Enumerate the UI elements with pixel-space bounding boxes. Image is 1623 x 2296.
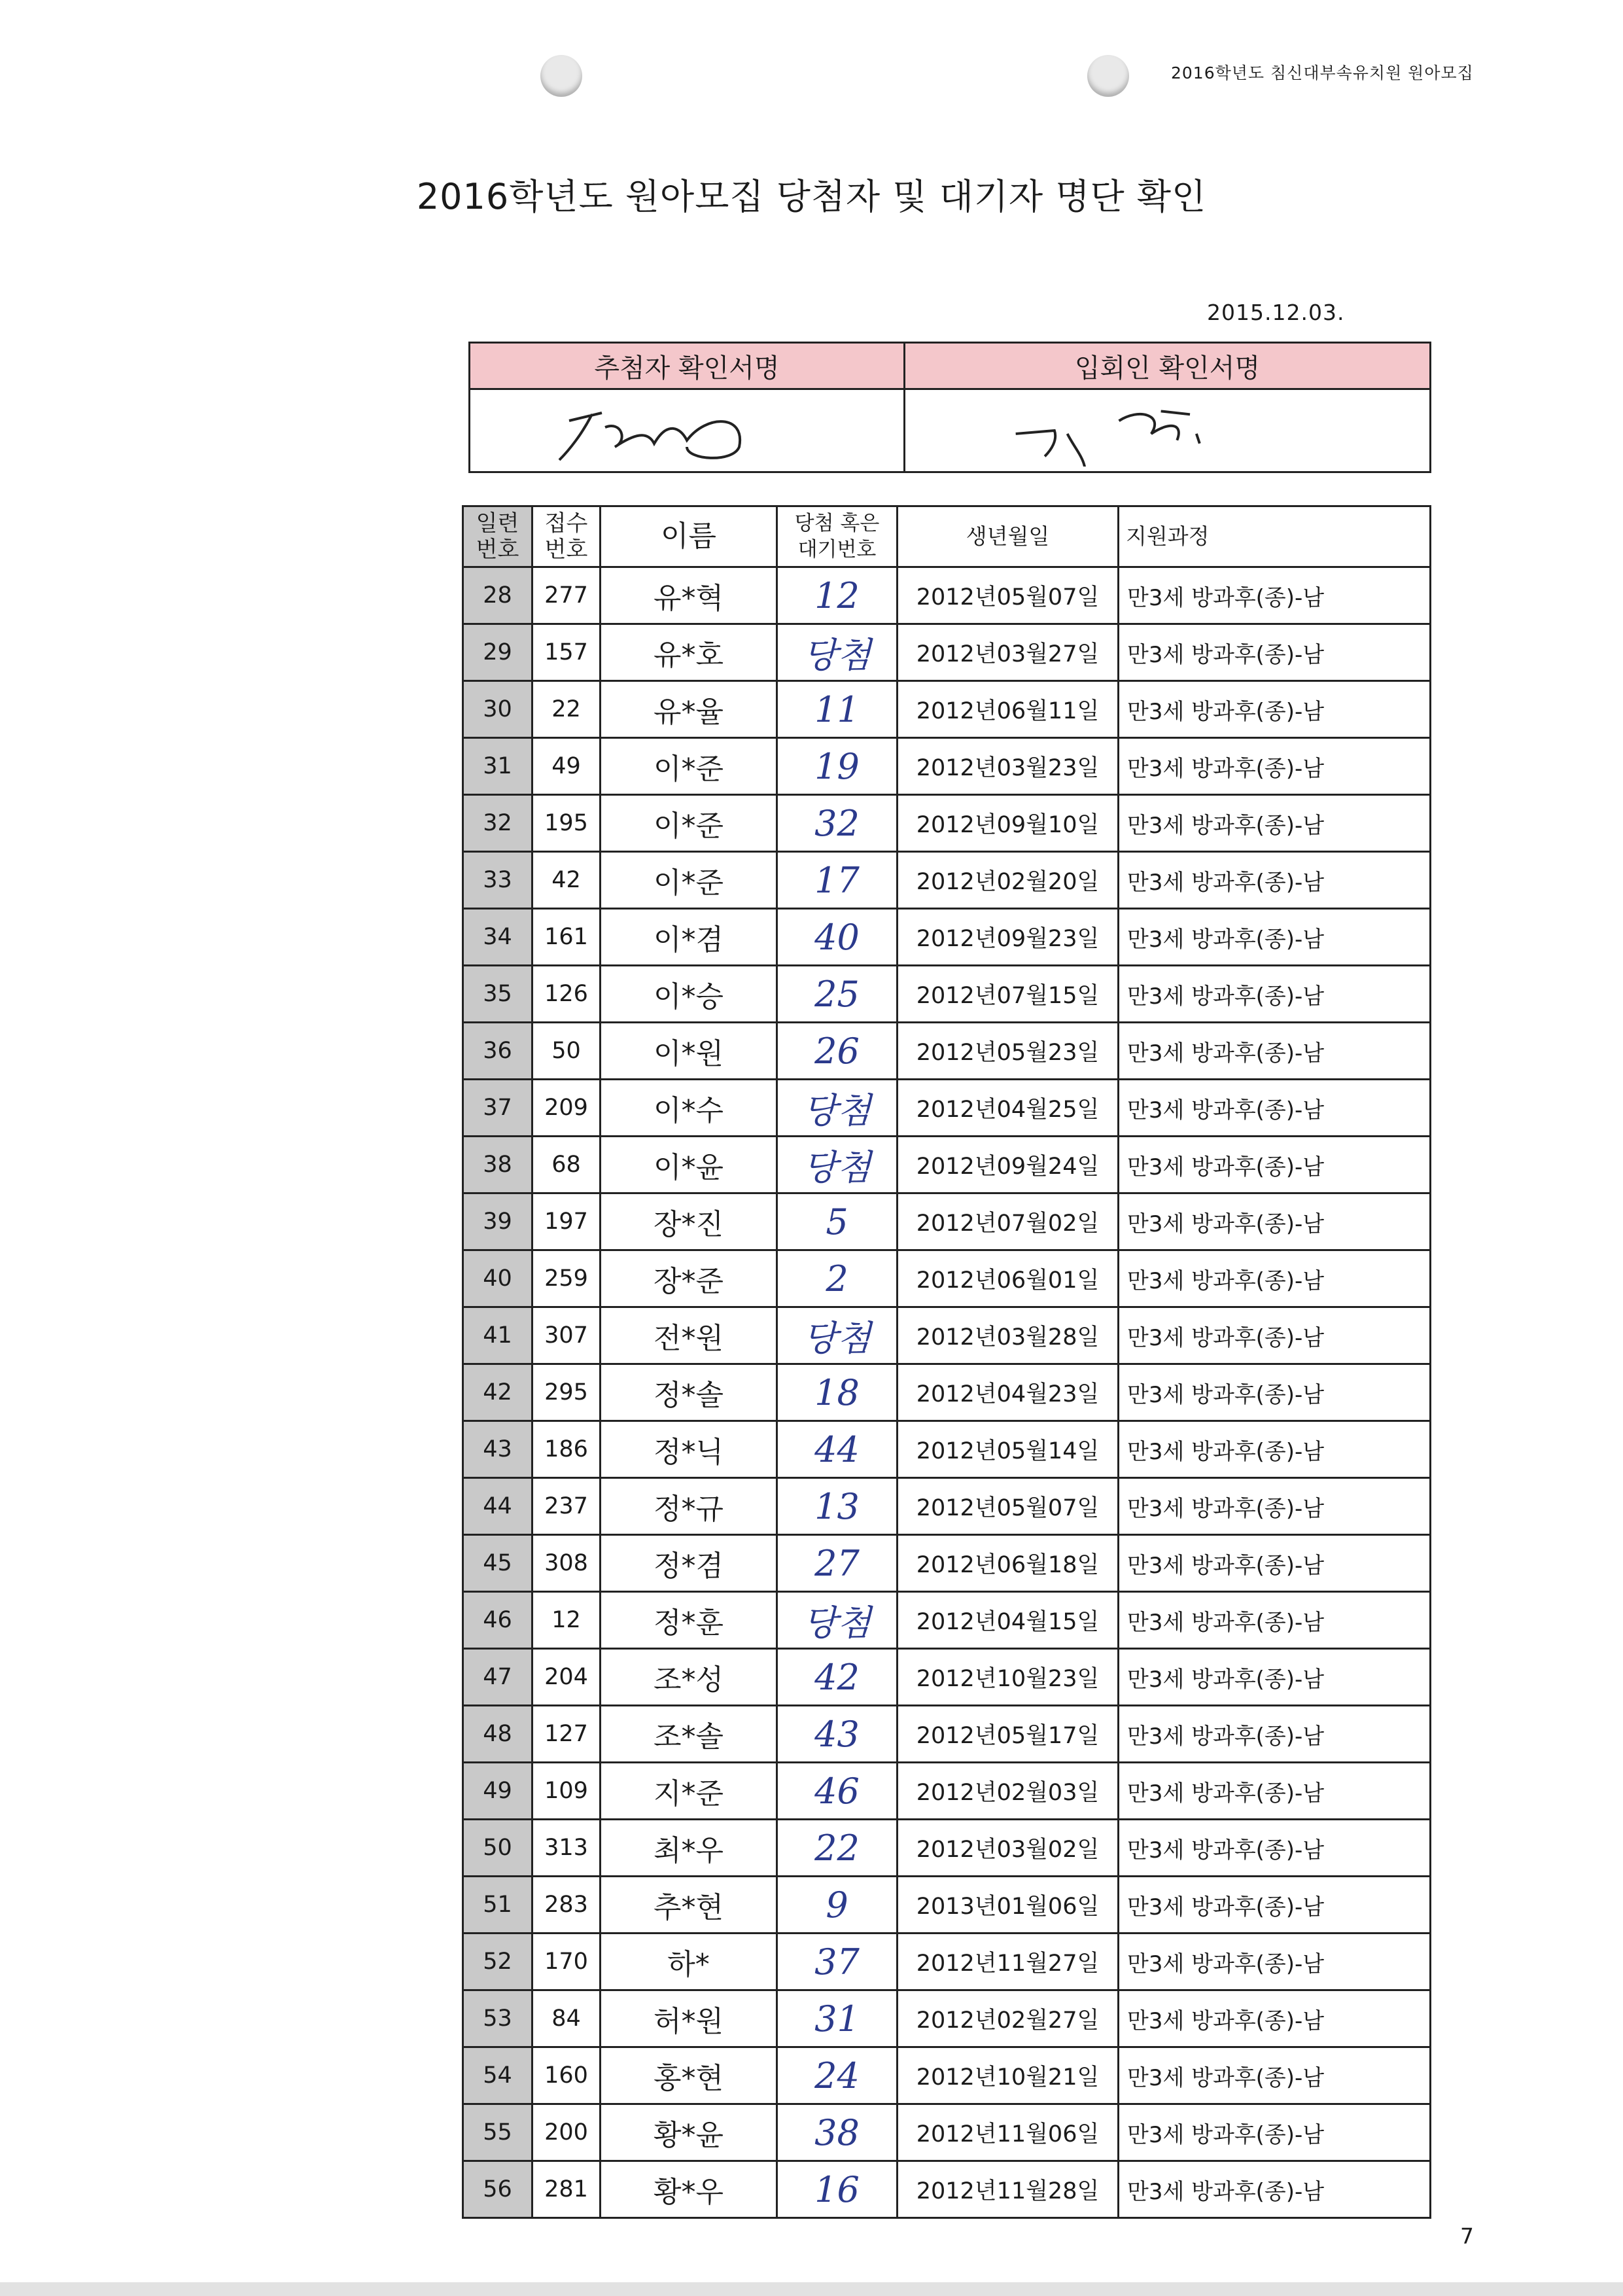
cell-seq: 42 [463, 1364, 532, 1421]
cell-program: 만3세 방과후(종)-남 [1119, 795, 1431, 852]
cell-receipt: 277 [532, 567, 601, 624]
cell-seq: 29 [463, 624, 532, 681]
table-row [463, 1080, 1431, 1137]
cell-seq: 50 [463, 1820, 532, 1877]
cell-status: 5 [777, 1193, 898, 1250]
cell-dob: 2012년02월03일 [898, 1763, 1119, 1820]
page-title: 2016학년도 원아모집 당첨자 및 대기자 명단 확인 [416, 176, 1207, 217]
cell-program: 만3세 방과후(종)-남 [1119, 681, 1431, 738]
table-row [463, 1421, 1431, 1478]
cell-status: 9 [777, 1877, 898, 1934]
table-row [463, 852, 1431, 909]
cell-status: 11 [777, 681, 898, 738]
cell-dob: 2012년06월18일 [898, 1535, 1119, 1592]
cell-seq: 32 [463, 795, 532, 852]
cell-dob: 2012년06월11일 [898, 681, 1119, 738]
punch-hole-right [1087, 55, 1129, 97]
cell-name: 황*윤 [601, 2104, 777, 2161]
cell-status: 26 [777, 1023, 898, 1080]
cell-receipt: 283 [532, 1877, 601, 1934]
cell-seq: 33 [463, 852, 532, 909]
cell-seq: 37 [463, 1080, 532, 1137]
drawer-signature-scribble [471, 395, 903, 467]
cell-status: 31 [777, 1990, 898, 2047]
cell-status: 46 [777, 1763, 898, 1820]
cell-receipt: 313 [532, 1820, 601, 1877]
cell-receipt: 308 [532, 1535, 601, 1592]
table-row [463, 738, 1431, 795]
cell-receipt: 200 [532, 2104, 601, 2161]
cell-name: 이*겸 [601, 909, 777, 966]
cell-receipt: 126 [532, 966, 601, 1023]
cell-receipt: 157 [532, 624, 601, 681]
cell-receipt: 127 [532, 1706, 601, 1763]
cell-name: 이*윤 [601, 1137, 777, 1193]
header-note: 2016학년도 침신대부속유치원 원아모집 [1171, 63, 1474, 82]
drawer-signature [470, 389, 905, 472]
cell-program: 만3세 방과후(종)-남 [1119, 1990, 1431, 2047]
cell-status: 43 [777, 1706, 898, 1763]
cell-name: 정*솔 [601, 1364, 777, 1421]
cell-name: 홍*현 [601, 2047, 777, 2104]
cell-receipt: 12 [532, 1592, 601, 1649]
col-header-program: 지원과정 [1119, 506, 1431, 567]
cell-program: 만3세 방과후(종)-남 [1119, 2161, 1431, 2218]
cell-name: 이*원 [601, 1023, 777, 1080]
cell-receipt: 259 [532, 1250, 601, 1307]
cell-receipt: 186 [532, 1421, 601, 1478]
table-row [463, 1763, 1431, 1820]
cell-dob: 2012년05월14일 [898, 1421, 1119, 1478]
cell-seq: 31 [463, 738, 532, 795]
cell-dob: 2012년03월02일 [898, 1820, 1119, 1877]
cell-name: 정*규 [601, 1478, 777, 1535]
cell-program: 만3세 방과후(종)-남 [1119, 1535, 1431, 1592]
cell-dob: 2012년04월25일 [898, 1080, 1119, 1137]
cell-dob: 2012년09월24일 [898, 1137, 1119, 1193]
cell-name: 장*준 [601, 1250, 777, 1307]
cell-receipt: 204 [532, 1649, 601, 1706]
cell-seq: 41 [463, 1307, 532, 1364]
cell-receipt: 68 [532, 1137, 601, 1193]
cell-status: 2 [777, 1250, 898, 1307]
cell-status: 18 [777, 1364, 898, 1421]
cell-status: 당첨 [777, 1307, 898, 1364]
cell-program: 만3세 방과후(종)-남 [1119, 1706, 1431, 1763]
cell-receipt: 49 [532, 738, 601, 795]
cell-receipt: 109 [532, 1763, 601, 1820]
cell-program: 만3세 방과후(종)-남 [1119, 1364, 1431, 1421]
cell-dob: 2012년11월28일 [898, 2161, 1119, 2218]
table-row [463, 1820, 1431, 1877]
cell-status: 13 [777, 1478, 898, 1535]
table-row [463, 2047, 1431, 2104]
table-row [463, 1877, 1431, 1934]
cell-seq: 53 [463, 1990, 532, 2047]
cell-dob: 2012년05월17일 [898, 1706, 1119, 1763]
table-row [463, 1592, 1431, 1649]
cell-name: 이*준 [601, 852, 777, 909]
cell-dob: 2012년06월01일 [898, 1250, 1119, 1307]
cell-name: 추*현 [601, 1877, 777, 1934]
cell-name: 최*우 [601, 1820, 777, 1877]
cell-status: 37 [777, 1934, 898, 1990]
cell-status: 44 [777, 1421, 898, 1478]
col-header-status: 당첨 혹은 대기번호 [777, 506, 898, 567]
cell-seq: 39 [463, 1193, 532, 1250]
cell-program: 만3세 방과후(종)-남 [1119, 1307, 1431, 1364]
cell-program: 만3세 방과후(종)-남 [1119, 738, 1431, 795]
cell-program: 만3세 방과후(종)-남 [1119, 1592, 1431, 1649]
table-row [463, 1137, 1431, 1193]
cell-name: 정*닉 [601, 1421, 777, 1478]
cell-status: 17 [777, 852, 898, 909]
table-row [463, 567, 1431, 624]
cell-program: 만3세 방과후(종)-남 [1119, 2047, 1431, 2104]
cell-name: 허*원 [601, 1990, 777, 2047]
cell-program: 만3세 방과후(종)-남 [1119, 1877, 1431, 1934]
cell-status: 27 [777, 1535, 898, 1592]
table-row [463, 681, 1431, 738]
cell-name: 정*겸 [601, 1535, 777, 1592]
cell-seq: 51 [463, 1877, 532, 1934]
cell-name: 전*원 [601, 1307, 777, 1364]
cell-dob: 2012년11월27일 [898, 1934, 1119, 1990]
cell-dob: 2012년02월20일 [898, 852, 1119, 909]
cell-dob: 2012년10월21일 [898, 2047, 1119, 2104]
cell-seq: 34 [463, 909, 532, 966]
cell-receipt: 161 [532, 909, 601, 966]
table-row [463, 795, 1431, 852]
cell-name: 지*준 [601, 1763, 777, 1820]
cell-seq: 40 [463, 1250, 532, 1307]
cell-dob: 2012년09월23일 [898, 909, 1119, 966]
cell-receipt: 195 [532, 795, 601, 852]
cell-receipt: 84 [532, 1990, 601, 2047]
cell-receipt: 281 [532, 2161, 601, 2218]
cell-seq: 38 [463, 1137, 532, 1193]
cell-program: 만3세 방과후(종)-남 [1119, 1763, 1431, 1820]
cell-receipt: 42 [532, 852, 601, 909]
witness-signature [905, 389, 1431, 472]
cell-program: 만3세 방과후(종)-남 [1119, 1649, 1431, 1706]
applicant-table [462, 505, 1431, 2219]
witness-sign-label: 입회인 확인서명 [905, 343, 1431, 389]
cell-dob: 2012년07월15일 [898, 966, 1119, 1023]
cell-receipt: 295 [532, 1364, 601, 1421]
cell-name: 유*혁 [601, 567, 777, 624]
witness-signature-scribble [906, 395, 1429, 467]
cell-program: 만3세 방과후(종)-남 [1119, 567, 1431, 624]
cell-program: 만3세 방과후(종)-남 [1119, 1250, 1431, 1307]
cell-name: 이*승 [601, 966, 777, 1023]
table-row [463, 1535, 1431, 1592]
cell-program: 만3세 방과후(종)-남 [1119, 1820, 1431, 1877]
cell-name: 조*성 [601, 1649, 777, 1706]
cell-seq: 30 [463, 681, 532, 738]
cell-dob: 2012년07월02일 [898, 1193, 1119, 1250]
table-row [463, 909, 1431, 966]
cell-status: 당첨 [777, 1080, 898, 1137]
cell-dob: 2012년02월27일 [898, 1990, 1119, 2047]
cell-program: 만3세 방과후(종)-남 [1119, 1478, 1431, 1535]
cell-program: 만3세 방과후(종)-남 [1119, 1137, 1431, 1193]
cell-status: 38 [777, 2104, 898, 2161]
table-row [463, 1193, 1431, 1250]
cell-seq: 28 [463, 567, 532, 624]
col-header-seq: 일련 번호 [463, 506, 532, 567]
cell-name: 유*율 [601, 681, 777, 738]
col-header-name: 이름 [601, 506, 777, 567]
table-row [463, 1023, 1431, 1080]
cell-dob: 2012년03월27일 [898, 624, 1119, 681]
cell-seq: 45 [463, 1535, 532, 1592]
table-row [463, 1478, 1431, 1535]
cell-seq: 35 [463, 966, 532, 1023]
cell-receipt: 307 [532, 1307, 601, 1364]
cell-name: 하* [601, 1934, 777, 1990]
cell-seq: 46 [463, 1592, 532, 1649]
cell-seq: 54 [463, 2047, 532, 2104]
cell-status: 40 [777, 909, 898, 966]
cell-program: 만3세 방과후(종)-남 [1119, 909, 1431, 966]
cell-seq: 44 [463, 1478, 532, 1535]
cell-name: 정*훈 [601, 1592, 777, 1649]
cell-program: 만3세 방과후(종)-남 [1119, 624, 1431, 681]
table-row [463, 1250, 1431, 1307]
table-row [463, 2104, 1431, 2161]
cell-name: 이*준 [601, 738, 777, 795]
cell-status: 당첨 [777, 624, 898, 681]
table-row [463, 1364, 1431, 1421]
punch-hole-left [540, 55, 582, 97]
table-row [463, 2161, 1431, 2218]
cell-program: 만3세 방과후(종)-남 [1119, 1023, 1431, 1080]
cell-seq: 49 [463, 1763, 532, 1820]
drawer-sign-label: 추첨자 확인서명 [470, 343, 905, 389]
cell-receipt: 170 [532, 1934, 601, 1990]
cell-status: 32 [777, 795, 898, 852]
cell-seq: 52 [463, 1934, 532, 1990]
table-row [463, 1307, 1431, 1364]
cell-dob: 2012년05월07일 [898, 567, 1119, 624]
table-row [463, 1934, 1431, 1990]
cell-status: 24 [777, 2047, 898, 2104]
cell-seq: 36 [463, 1023, 532, 1080]
cell-dob: 2012년04월23일 [898, 1364, 1119, 1421]
cell-name: 유*호 [601, 624, 777, 681]
cell-status: 19 [777, 738, 898, 795]
document-date: 2015.12.03. [1207, 300, 1345, 325]
cell-dob: 2013년01월06일 [898, 1877, 1119, 1934]
table-header-row [463, 506, 1431, 567]
cell-name: 이*준 [601, 795, 777, 852]
cell-seq: 43 [463, 1421, 532, 1478]
cell-status: 42 [777, 1649, 898, 1706]
cell-receipt: 22 [532, 681, 601, 738]
scan-edge [0, 2282, 1623, 2296]
cell-name: 황*우 [601, 2161, 777, 2218]
cell-status: 당첨 [777, 1592, 898, 1649]
col-header-receipt: 접수 번호 [532, 506, 601, 567]
signature-table [468, 342, 1431, 473]
cell-status: 12 [777, 567, 898, 624]
cell-seq: 48 [463, 1706, 532, 1763]
cell-dob: 2012년05월23일 [898, 1023, 1119, 1080]
cell-name: 이*수 [601, 1080, 777, 1137]
cell-name: 조*솔 [601, 1706, 777, 1763]
cell-receipt: 237 [532, 1478, 601, 1535]
cell-receipt: 197 [532, 1193, 601, 1250]
cell-program: 만3세 방과후(종)-남 [1119, 1421, 1431, 1478]
cell-dob: 2012년03월23일 [898, 738, 1119, 795]
cell-seq: 55 [463, 2104, 532, 2161]
cell-dob: 2012년05월07일 [898, 1478, 1119, 1535]
cell-receipt: 50 [532, 1023, 601, 1080]
cell-dob: 2012년11월06일 [898, 2104, 1119, 2161]
cell-dob: 2012년03월28일 [898, 1307, 1119, 1364]
cell-seq: 47 [463, 1649, 532, 1706]
table-row [463, 1990, 1431, 2047]
table-row [463, 1706, 1431, 1763]
cell-program: 만3세 방과후(종)-남 [1119, 966, 1431, 1023]
cell-program: 만3세 방과후(종)-남 [1119, 1934, 1431, 1990]
cell-program: 만3세 방과후(종)-남 [1119, 1080, 1431, 1137]
cell-dob: 2012년09월10일 [898, 795, 1119, 852]
table-row [463, 1649, 1431, 1706]
cell-status: 22 [777, 1820, 898, 1877]
page-number: 7 [1460, 2223, 1474, 2249]
cell-status: 25 [777, 966, 898, 1023]
cell-status: 당첨 [777, 1137, 898, 1193]
cell-seq: 56 [463, 2161, 532, 2218]
cell-program: 만3세 방과후(종)-남 [1119, 1193, 1431, 1250]
cell-receipt: 160 [532, 2047, 601, 2104]
cell-receipt: 209 [532, 1080, 601, 1137]
table-row [463, 624, 1431, 681]
cell-dob: 2012년04월15일 [898, 1592, 1119, 1649]
cell-dob: 2012년10월23일 [898, 1649, 1119, 1706]
cell-name: 장*진 [601, 1193, 777, 1250]
cell-status: 16 [777, 2161, 898, 2218]
table-row [463, 966, 1431, 1023]
col-header-dob: 생년월일 [898, 506, 1119, 567]
cell-program: 만3세 방과후(종)-남 [1119, 852, 1431, 909]
cell-program: 만3세 방과후(종)-남 [1119, 2104, 1431, 2161]
